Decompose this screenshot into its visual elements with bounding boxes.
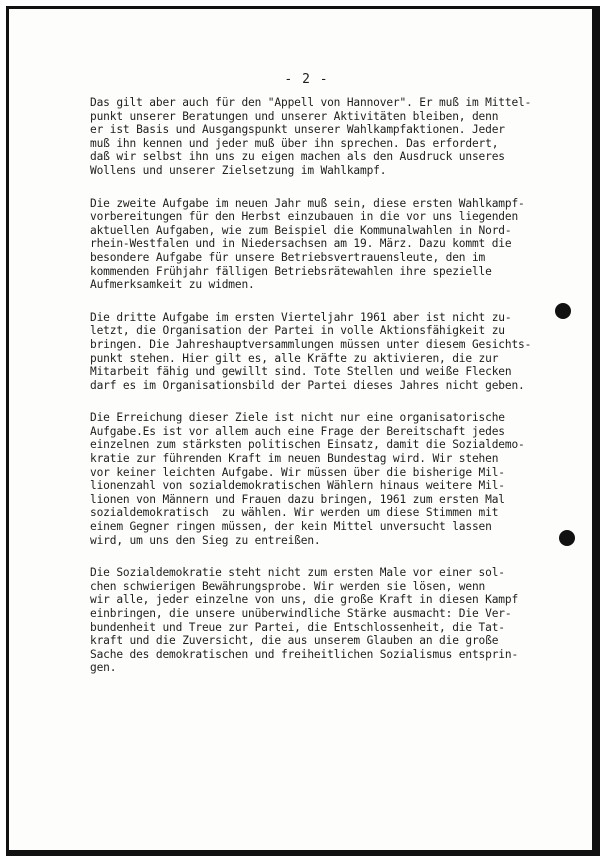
text-line: wird, um uns den Sieg zu entreißen.: [90, 533, 321, 547]
text-line: er ist Basis und Ausgangspunkt unserer Wahlkampfaktionen. Jeder: [90, 123, 505, 137]
document-body: [90, 96, 586, 694]
text-line: gen.: [90, 661, 117, 675]
text-line: kommenden Frühjahr fälligen Betriebsrätewahlen ihre spezielle: [90, 264, 492, 278]
text-line: vor keiner leichten Aufgabe. Wir müssen über die bisherige Mil-: [90, 465, 505, 479]
punch-hole-lower: [559, 530, 575, 546]
text-line: darf es im Organisationsbild der Partei dieses Jahres nicht geben.: [90, 378, 525, 392]
text-line: Die Sozialdemokratie steht nicht zum ersten Male vor einer sol-: [90, 566, 505, 580]
text-line: Die zweite Aufgabe im neuen Jahr muß sein, diese ersten Wahlkampf-: [90, 196, 525, 210]
paragraph-dritte-aufgabe: [90, 311, 586, 393]
text-line: lionenzahl von sozialdemokratischen Wählern hinaus weitere Mil-: [90, 479, 505, 493]
text-line: Die dritte Aufgabe im ersten Vierteljahr 1961 aber ist nicht zu-: [90, 310, 512, 324]
paragraph-bewaehrungsprobe: [90, 566, 586, 675]
text-line: wir alle, jeder einzelne von uns, die große Kraft in diesen Kampf: [90, 593, 519, 607]
text-line: Wollens und unserer Zielsetzung im Wahlkampf.: [90, 163, 387, 177]
text-line: kraft und die Zuversicht, die aus unserem Glauben an die große: [90, 634, 499, 648]
text-line: Aufmerksamkeit zu widmen.: [90, 278, 255, 292]
text-line: einem Gegner ringen müssen, der kein Mittel unversucht lassen: [90, 520, 492, 534]
text-line: vorbereitungen für den Herbst einzubauen in die vor uns liegenden: [90, 210, 519, 224]
text-line: letzt, die Organisation der Partei in volle Aktionsfähigkeit zu: [90, 324, 505, 338]
text-line: rhein-Westfalen und in Niedersachsen am 19. März. Dazu kommt die: [90, 237, 512, 251]
text-line: punkt stehen. Hier gilt es, alle Kräfte zu aktivieren, die zur: [90, 351, 499, 365]
text-line: Mitarbeit fähig und gewillt sind. Tote Stellen und weiße Flecken: [90, 365, 512, 379]
text-line: punkt unserer Beratungen und unserer Aktivitäten bleiben, denn: [90, 109, 499, 123]
text-line: einbringen, die unsere unüberwindliche Stärke ausmacht: Die Ver-: [90, 607, 512, 620]
text-line: lionen von Männern und Frauen dazu bringen, 1961 zum ersten Mal: [90, 492, 505, 506]
text-line: aktuellen Aufgaben, wie zum Beispiel die Kommunalwahlen in Nord-: [90, 223, 512, 237]
text-line: bundenheit und Treue zur Partei, die Entschlossenheit, die Tat-: [90, 620, 505, 634]
text-line: sozialdemokratisch zu wählen. Wir werden um diese Stimmen mit: [90, 506, 499, 520]
text-line: kratie zur führenden Kraft im neuen Bundestag wird. Wir stehen: [90, 452, 499, 466]
paragraph-erreichung-ziele: [90, 411, 586, 547]
text-line: Sache des demokratischen und freiheitlichen Sozialismus entsprin-: [90, 647, 519, 661]
text-line: besondere Aufgabe für unsere Betriebsvertrauensleute, den im: [90, 250, 486, 264]
text-line: Aufgabe.Es ist vor allem auch eine Frage der Bereitschaft jedes: [90, 424, 505, 438]
paragraph-zweite-aufgabe: [90, 197, 586, 292]
text-line: chen schwierigen Bewährungsprobe. Wir werden sie lösen, wenn: [90, 579, 486, 593]
paragraph-appell: [90, 96, 586, 178]
text-line: Die Erreichung dieser Ziele ist nicht nur eine organisatorische: [90, 411, 505, 425]
text-line: bringen. Die Jahreshauptversammlungen müssen unter diesem Gesichts-: [90, 337, 532, 351]
text-line: einzelnen zum stärksten politischen Einsatz, damit die Sozialdemo-: [90, 438, 525, 452]
text-line: muß ihn kennen und jeder muß über ihn sprechen. Das erfordert,: [90, 136, 499, 150]
page-number: - 2 -: [284, 72, 329, 87]
text-line: Das gilt aber auch für den "Appell von Hannover". Er muß im Mittel-: [90, 96, 532, 109]
text-line: daß wir selbst ihn uns zu eigen machen als den Ausdruck unseres: [90, 150, 505, 164]
punch-hole-upper: [555, 303, 571, 319]
